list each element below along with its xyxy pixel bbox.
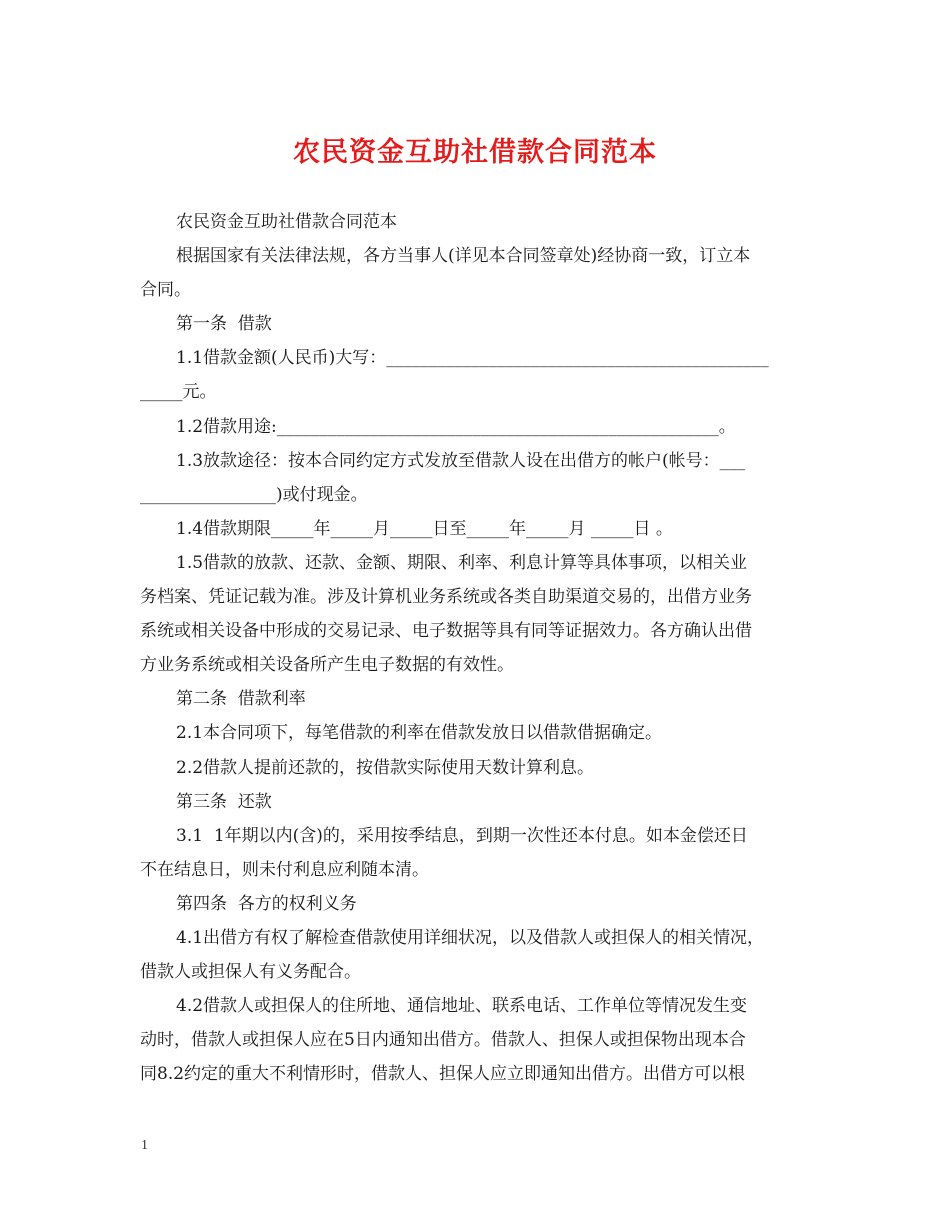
paragraph-line: 务档案、凭证记载为准。涉及计算机业务系统或各类自助渠道交易的，出借方业务 <box>140 587 752 608</box>
paragraph-line: 4.2借款人或担保人的住所地、通信地址、联系电话、工作单位等情况发生变 <box>176 996 748 1017</box>
paragraph-line: 第一条 借款 <box>176 314 272 335</box>
paragraph-line: 1.4借款期限_____年_____月_____日至_____年_____月 _____日 。 <box>176 518 673 539</box>
paragraph-line: 第二条 借款利率 <box>176 689 306 710</box>
paragraph-line: 第四条 各方的权利义务 <box>176 893 357 914</box>
paragraph-line: 第三条 还款 <box>176 791 272 812</box>
document-title: 农民资金互助社借款合同范本 <box>293 137 657 168</box>
paragraph-line: 1.2借款用途:____________________________________________________。 <box>176 416 736 437</box>
paragraph-line: 动时，借款人或担保人应在5日内通知出借方。借款人、担保人或担保物出现本合 <box>140 1030 746 1051</box>
page-number: 1 <box>141 1138 148 1153</box>
paragraph-line: 1.5借款的放款、还款、金额、期限、利率、利息计算等具体事项，以相关业 <box>176 552 748 573</box>
paragraph-line: ________________)或付现金。 <box>140 484 368 505</box>
paragraph-line: 不在结息日，则未付利息应利随本清。 <box>140 859 429 880</box>
paragraph-line: 方业务系统或相关设备所产生电子数据的有效性。 <box>140 655 514 676</box>
paragraph-line: 根据国家有关法律法规，各方当事人(详见本合同签章处)经协商一致，订立本 <box>176 246 751 267</box>
paragraph-line: 2.2借款人提前还款的，按借款实际使用天数计算利息。 <box>176 757 595 778</box>
paragraph-line: 合同。 <box>140 280 191 301</box>
paragraph-line: 2.1本合同项下，每笔借款的利率在借款发放日以借款借据确定。 <box>176 723 663 744</box>
paragraph-line: 系统或相关设备中形成的交易记录、电子数据等具有同等证据效力。各方确认出借 <box>140 621 752 642</box>
paragraph-line: 4.1出借方有权了解检查借款使用详细状况，以及借款人或担保人的相关情况， <box>176 927 765 948</box>
paragraph-line: 农民资金互助社借款合同范本 <box>176 212 397 232</box>
paragraph-line: 1.3放款途径：按本合同约定方式发放至借款人设在出借方的帐户(帐号：___ <box>176 450 746 471</box>
paragraph-line: 1.1借款金额(人民币)大写：_____________________________________________ <box>176 348 769 369</box>
paragraph-line: 同8.2约定的重大不利情形时，借款人、担保人应立即通知出借方。出借方可以根 <box>140 1064 746 1085</box>
document-body <box>140 205 820 1091</box>
paragraph-line: _____元。 <box>140 382 217 403</box>
paragraph-line: 借款人或担保人有义务配合。 <box>140 962 361 983</box>
paragraph-line: 3.1 1年期以内(含)的，采用按季结息，到期一次性还本付息。如本金偿还日 <box>176 825 748 846</box>
